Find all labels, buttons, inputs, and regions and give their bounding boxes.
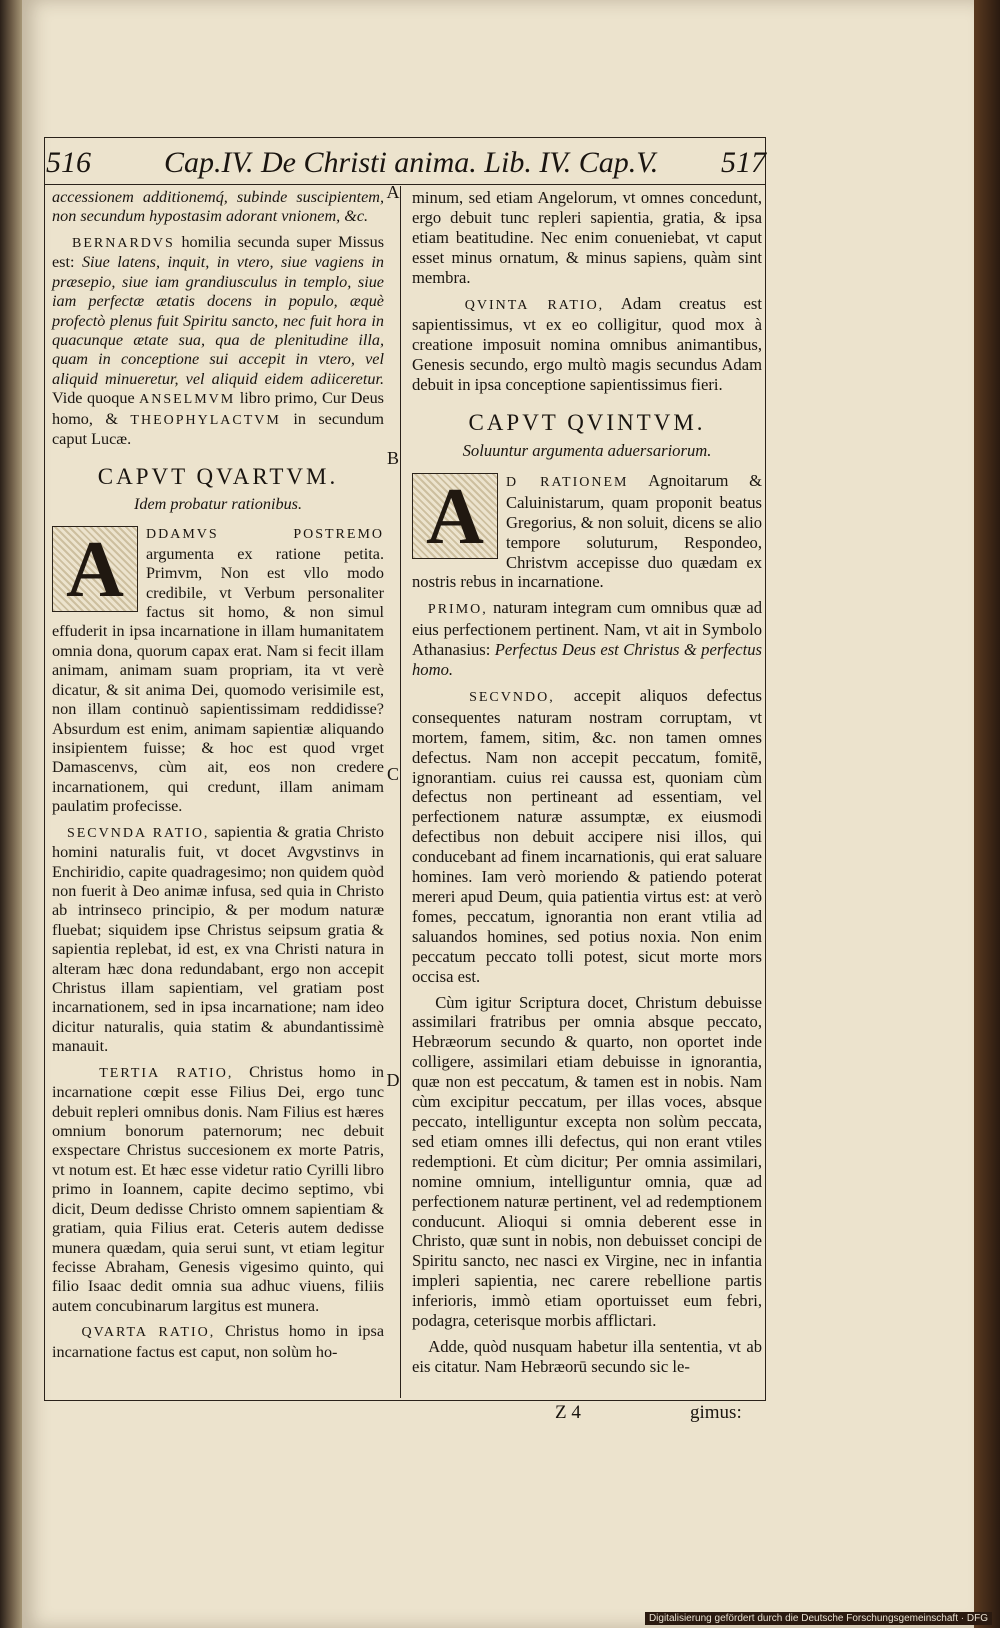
decorated-initial-a: A bbox=[52, 526, 138, 612]
running-title: Cap.IV. De Christi anima. Lib. IV. Cap.V. bbox=[164, 146, 659, 179]
left-paragraph-6: QVARTA RATIO, Christus homo in ipsa incarnatione factus est caput, non solùm ho- bbox=[52, 1322, 385, 1361]
left-paragraph-5: TERTIA RATIO, Christus homo in incarnatione cœpit esse Filius Dei, ergo tunc debuit repleri omnibus donis. Nam Filius est hæres omnium bonorum paternorum; nec debuit exspectare Christus succesionem ex morte Patris, vt notum est. Et hæc esse videtur ratio Cyrilli libro primo in Ioannem, capite decimo septimo, vbi dicit, Deum dedisse Christo omnem sapientiam & gratiam, quia Filius erat. Ceteris autem dedisse munera quædam, quia serui sunt, vt etiam legitur fecisse Abraham, Genesis vigesimo quinto, qui filio Isaac dedit omnia sua adhuc viuens, filiis autem concubinarum largitus est munera. bbox=[52, 1062, 385, 1315]
chapter-heading-4: CAPVT QVARTVM. bbox=[97, 464, 339, 490]
right-paragraph-7: Adde, quòd nusquam habetur illa sententia, vt ab eis citatur. Nam Hebræorū secundo sic le- bbox=[412, 1336, 762, 1376]
margin-marker-c: C bbox=[386, 764, 399, 784]
chapter-subtitle-4: Idem probatur rationibus. bbox=[133, 494, 303, 513]
right-paragraph-3: A D RATIONEM Agnoitarum & Caluinistarum, quam proponit beatus Gregorius, & non soluit, dicens se alio tempore soluturum, Respondeo, Christvm accepisse duo quædam ex nostris rebus in incarnatione. bbox=[412, 470, 762, 592]
decorated-initial-a-2: A bbox=[412, 473, 498, 559]
right-paragraph-5: SECVNDO, accepit aliquos defectus consequentes naturam nostram corruptam, vt mortem, famem, sitim, &c. non tamen omnes defectus. Nam non accepit peccatum, fomitē, ignorantiam. cuius rei caussa est, quoniam cùm defectus non pertineant ad essentiam, vel perfectionem naturæ assumptæ, ex eiusmodi defectibus non debuit accipere nisi illos, qui conducebant ad finem incarnationis, qui erat saluare homines. Iam verò moriendo & patiendo poterat mereri apud Deum, quia patientia virtus est: at verò fomes, peccatum, ignorantia non erant vtilia ad saluandos homines, sed potius noxia. Non enim peccatum peccato tolli potest, sicut morte mors occisa est. bbox=[412, 685, 762, 986]
header-rule bbox=[44, 184, 766, 185]
page-number-left: 516 bbox=[46, 146, 91, 179]
margin-marker-a: A bbox=[386, 182, 400, 202]
column-divider bbox=[400, 186, 401, 1398]
chapter-heading-5: CAPVT QVINTVM. bbox=[468, 410, 706, 436]
left-paragraph-4: SECVNDA RATIO, sapientia & gratia Christo homini naturalis fuit, vt docet Avgvstinvs in Enchiridio, capite quadragesimo; non quidem quòd non fuerit à Deo animæ infusa, sed quia in Christo ab intrinseco principio, & per modum naturæ fluebat; siquidem ipse Christus seipsum gratia & sapientia replebat, id est, ex vna Christi natura in alteram hæc dona redundabant, ergo non accepit Christus illam sapientiam, vel gratiam post incarnationem, sed in ipsa incarnatione; nam ideo dicitur naturalis, quia statim & abundantissimè manauit. bbox=[52, 822, 384, 1056]
left-paragraph-2: BERNARDVS homilia secunda super Missus est: Siue latens, inquit, in vtero, siue vagiens in præsepio, siue iam grandiusculus in templo, siue iam perfectæ ætatis docens in populo, æquè profectò plenus fuit Spiritu sancto, nec fuit hora in quacunque ætate sua, qua de plenitudine illa, quam in conceptione sui accepit in vtero, vel aliquid minueretur, vel aliquid eidem adiiceretur. Vide quoque ANSELMVM libro primo, Cur Deus homo, & THEOPHYLACTVM in secundum caput Lucæ. bbox=[52, 232, 384, 449]
right-paragraph-6: Cùm igitur Scriptura docet, Christum debuisse assimilari fratribus per omnia absque peccato, Hebræorum secundo & quarto, non oportet inde colligere, assimilari etiam debuisse in ignorantia, quæ non est peccatum, & tamen est in nobis. Nam cùm excipitur peccatum, per illas voces, absque peccato, intelliguntur excepta non solùm peccata, sed etiam omnes illi defectus, qui non erant vtiles redemptioni. Et cùm dicitur; Per omnia assimilari, nomine omnium, intelliguntur omnia, quæ ad perfectionem naturæ pertinent, vel ad redemptionem conducunt. Alioqui si omnia deberent esse in Christo, quæ sunt in nobis, non debuisset concipi de Spiritu sancto, nec nasci ex Virgine, nec in infantia impleri sapientia, nec carere rebellione partis inferioris, immò etiam oportuisset eum febri, podagra, ceterisque morbis afflictari. bbox=[412, 992, 762, 1331]
right-paragraph-4: PRIMO, naturam integram cum omnibus quæ ad eius perfectionem pertinent. Nam, vt ait in Symbolo Athanasius: Perfectus Deus est Christus & perfectus homo. bbox=[412, 598, 762, 680]
catchword: gimus: bbox=[690, 1402, 742, 1423]
margin-marker-d: D bbox=[386, 1070, 400, 1090]
right-paragraph-2: QVINTA RATIO, Adam creatus est sapientissimus, vt ex eo colligitur, quod mox à creatione imposuit nomina omnibus animantibus, Genesis secundo, ergo multò magis secundus Adam debuit in ipsa conceptione sapientissimus fieri. bbox=[412, 293, 762, 395]
page-number-right: 517 bbox=[721, 146, 766, 179]
left-paragraph-1: accessionem additionemq́, subinde suscipientem, non secundum hypostasim adorant vnionem, &c. bbox=[52, 188, 384, 226]
right-paragraph-1: minum, sed etiam Angelorum, vt omnes concedunt, ergo debuit tunc repleri sapientia, gratia, & ipsa etiam beatitudine. Nec enim conueniebat, vt caput esset minus ornatum, & minus sapiens, quàm sint membra. bbox=[412, 188, 762, 287]
dfg-credit-line: Digitalisierung gefördert durch die Deutsche Forschungsgemeinschaft · DFG bbox=[645, 1612, 992, 1625]
right-column bbox=[412, 188, 762, 1383]
chapter-subtitle-5: Soluuntur argumenta aduersariorum. bbox=[462, 440, 712, 460]
left-column bbox=[52, 188, 384, 1368]
left-paragraph-3: A DDAMVS POSTREMO argumenta ex ratione petita. Primvm, Non est vllo modo credibile, vt Verbum personaliter factus sit homo, & non simul effuderit in ipsa incarnatione in illam humanitatem omnia dona, quorum capax erat. Nam si fecit illam animam, animam suam propriam, ita vt verè dicatur, & sit anima Dei, quomodo verisimile est, non illam continuò sapientissimam reddidisse? Absurdum est enim, animam sapientiæ aliquando insipientem fuisse; & hoc est quod vrget Damascenvs, cùm ait, eos non credere incarnationem, qui credunt, illam animam paulatim profecisse. bbox=[52, 526, 384, 816]
page-edge bbox=[974, 0, 1000, 1628]
running-header bbox=[44, 146, 766, 186]
margin-marker-b: B bbox=[386, 448, 399, 468]
signature-mark: Z 4 bbox=[555, 1402, 581, 1423]
